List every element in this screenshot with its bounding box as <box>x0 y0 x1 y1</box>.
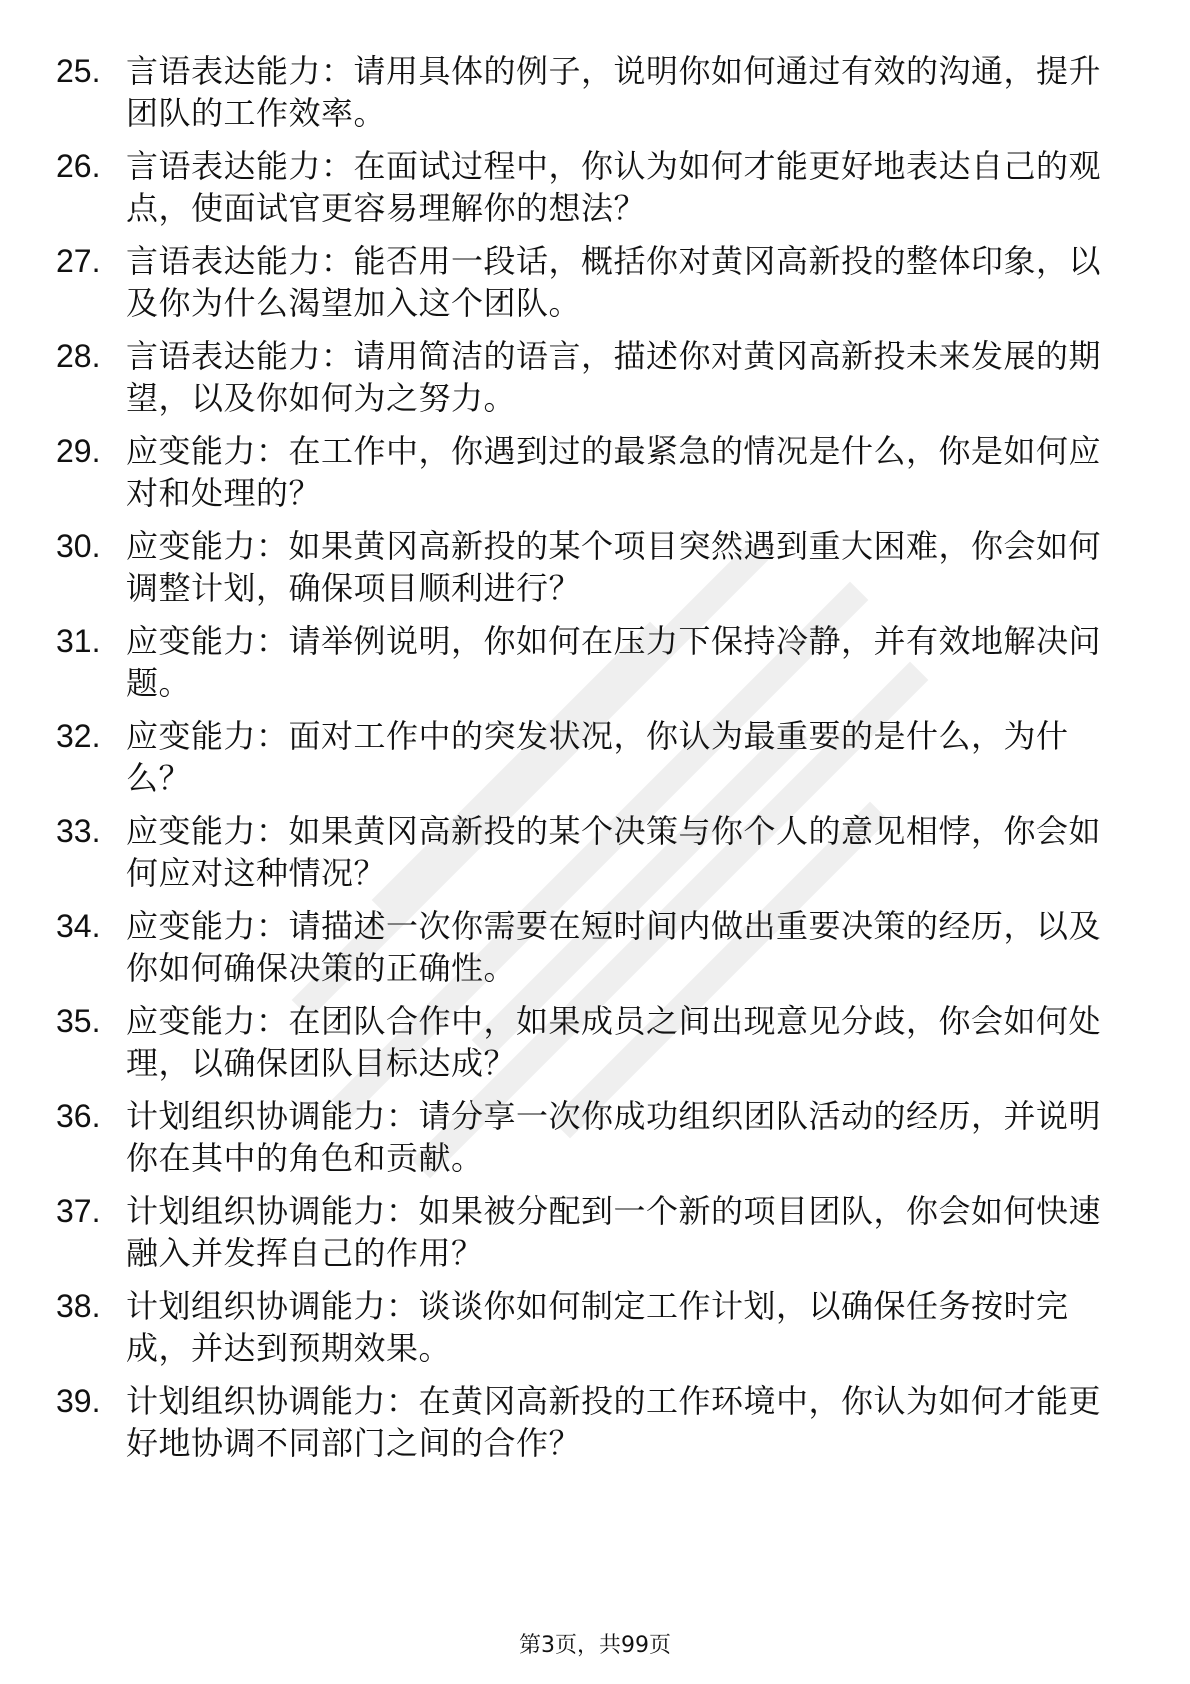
question-number: 26. <box>56 148 101 184</box>
question-number: 33. <box>56 813 101 849</box>
question-text: 计划组织协调能力：谈谈你如何制定工作计划，以确保任务按时完成，并达到预期效果。 <box>126 1287 1069 1367</box>
question-number: 27. <box>56 243 101 279</box>
question-text: 应变能力：如果黄冈高新投的某个决策与你个人的意见相悖，你会如何应对这种情况？ <box>126 812 1102 892</box>
question-number: 39. <box>56 1383 101 1419</box>
question-text: 言语表达能力：请用具体的例子，说明你如何通过有效的沟通，提升团队的工作效率。 <box>126 52 1102 132</box>
question-number: 38. <box>56 1288 101 1324</box>
question-text: 言语表达能力：能否用一段话，概括你对黄冈高新投的整体印象，以及你为什么渴望加入这个团队。 <box>126 242 1102 322</box>
question-text: 应变能力：在团队合作中，如果成员之间出现意见分歧，你会如何处理，以确保团队目标达成？ <box>126 1002 1102 1082</box>
question-number: 35. <box>56 1003 101 1039</box>
question-text: 应变能力：请描述一次你需要在短时间内做出重要决策的经历，以及你如何确保决策的正确性。 <box>126 907 1102 987</box>
question-text: 应变能力：面对工作中的突发状况，你认为最重要的是什么，为什么？ <box>126 717 1069 797</box>
question-number: 32. <box>56 718 101 754</box>
question-text: 计划组织协调能力：在黄冈高新投的工作环境中，你认为如何才能更好地协调不同部门之间的合作？ <box>126 1382 1102 1462</box>
question-text: 计划组织协调能力：请分享一次你成功组织团队活动的经历，并说明你在其中的角色和贡献。 <box>126 1097 1102 1177</box>
question-number: 29. <box>56 433 101 469</box>
question-number: 28. <box>56 338 101 374</box>
question-text: 应变能力：如果黄冈高新投的某个项目突然遇到重大困难，你会如何调整计划，确保项目顺利进行？ <box>126 527 1102 607</box>
question-number: 25. <box>56 53 101 89</box>
question-text: 应变能力：请举例说明，你如何在压力下保持冷静，并有效地解决问题。 <box>126 622 1102 702</box>
page-footer: 第3页，共99页 <box>519 1633 671 1658</box>
question-text: 言语表达能力：请用简洁的语言，描述你对黄冈高新投未来发展的期望，以及你如何为之努力。 <box>126 337 1102 417</box>
question-number: 30. <box>56 528 101 564</box>
question-number: 37. <box>56 1193 101 1229</box>
question-number: 31. <box>56 623 101 659</box>
question-number: 36. <box>56 1098 101 1134</box>
question-text: 言语表达能力：在面试过程中，你认为如何才能更好地表达自己的观点，使面试官更容易理解你的想法？ <box>126 147 1102 227</box>
question-text: 应变能力：在工作中，你遇到过的最紧急的情况是什么，你是如何应对和处理的？ <box>126 432 1102 512</box>
question-text: 计划组织协调能力：如果被分配到一个新的项目团队，你会如何快速融入并发挥自己的作用？ <box>126 1192 1102 1272</box>
question-number: 34. <box>56 908 101 944</box>
